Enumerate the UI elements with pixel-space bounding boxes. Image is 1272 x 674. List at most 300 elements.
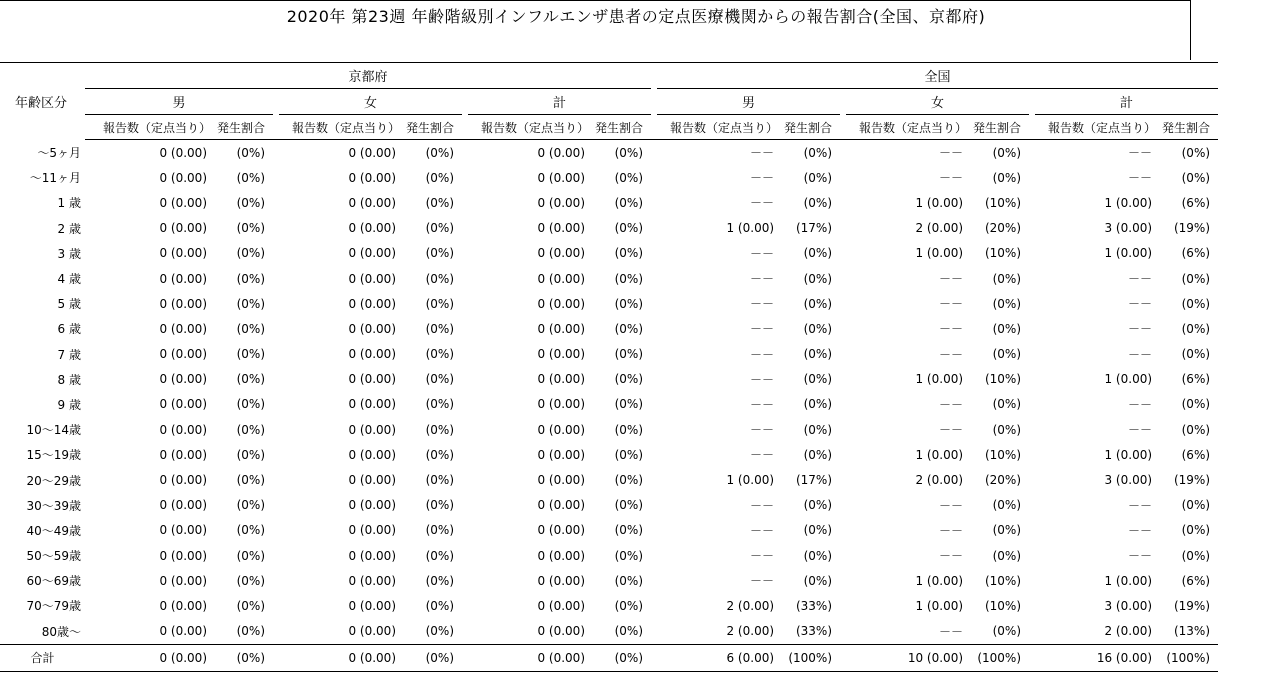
report-count-cell: 0 (0.00) [537,422,585,437]
report-count-cell: －－ [939,322,964,337]
incidence-ratio-cell: (0%) [614,523,644,538]
incidence-ratio-cell: (0%) [236,523,265,538]
report-count-header: 報告数（定点当り） [657,115,782,140]
incidence-ratio-cell: (0%) [614,498,644,513]
incidence-ratio-cell: (0%) [803,347,833,362]
age-label: 6 歳 [57,322,81,337]
incidence-ratio-cell: (0%) [236,271,265,286]
incidence-ratio-cell: (0%) [803,195,833,210]
incidence-ratio-cell: (0%) [593,644,651,671]
report-count-cell: 0 (0.00) [348,372,396,387]
kyoto-male-header: 男 [85,89,273,115]
report-count-cell: 0 (0.00) [348,347,396,362]
incidence-ratio-cell: (0%) [425,598,454,613]
incidence-ratio-cell: (0%) [425,221,454,236]
report-count-cell: 0 (0.00) [85,644,215,671]
incidence-ratio-cell: (6%) [1181,246,1211,261]
report-count-cell: －－ [939,397,964,412]
incidence-ratio-cell: (0%) [614,246,644,261]
report-count-cell: 3 (0.00) [1104,598,1153,613]
table-row [0,493,1218,518]
incidence-ratio-header: 発生割合 [782,115,840,140]
incidence-ratio-cell: (0%) [803,548,833,563]
age-label: 1 歳 [57,196,81,211]
age-label: 70～79歳 [26,599,81,614]
incidence-ratio-cell: (0%) [425,170,454,185]
incidence-ratio-cell: (0%) [614,573,644,588]
report-count-cell: 0 (0.00) [348,598,396,613]
incidence-ratio-cell: (0%) [1181,548,1211,563]
incidence-ratio-cell: (0%) [614,624,644,639]
report-count-cell: 0 (0.00) [348,498,396,513]
report-count-cell: 16 (0.00) [1035,644,1160,671]
incidence-ratio-cell: (0%) [236,473,265,488]
incidence-ratio-cell: (0%) [236,498,265,513]
report-count-cell: －－ [1128,397,1153,412]
table-row [0,190,1218,215]
incidence-ratio-cell: (0%) [1181,145,1211,160]
report-count-cell: 0 (0.00) [537,397,585,412]
report-count-header: 報告数（定点当り） [846,115,971,140]
report-count-cell: 2 (0.00) [1104,624,1153,639]
influenza-report-table [0,62,1218,672]
table-row [0,518,1218,543]
report-count-cell: －－ [750,498,775,513]
report-count-header: 報告数（定点当り） [468,115,593,140]
table-row [0,619,1218,645]
report-count-cell: 0 (0.00) [537,473,585,488]
incidence-ratio-cell: (0%) [425,195,454,210]
report-count-cell: 0 (0.00) [537,598,585,613]
incidence-ratio-cell: (19%) [1173,598,1211,613]
incidence-ratio-cell: (0%) [992,397,1022,412]
incidence-ratio-cell: (19%) [1173,473,1211,488]
report-count-cell: 0 (0.00) [537,296,585,311]
incidence-ratio-cell: (0%) [992,347,1022,362]
incidence-ratio-cell: (0%) [425,548,454,563]
report-count-cell: 1 (0.00) [915,372,964,387]
age-column-header: 年齢区分 [0,63,85,140]
report-count-cell: －－ [1128,272,1153,287]
report-count-cell: 0 (0.00) [348,145,396,160]
table-row [0,543,1218,568]
incidence-ratio-cell: (0%) [803,573,833,588]
report-count-cell: 1 (0.00) [1104,246,1153,261]
report-count-cell: 0 (0.00) [537,145,585,160]
incidence-ratio-cell: (13%) [1173,624,1211,639]
incidence-ratio-cell: (6%) [1181,573,1211,588]
incidence-ratio-cell: (0%) [425,372,454,387]
incidence-ratio-cell: (0%) [236,170,265,185]
table-row [0,216,1218,241]
age-label: ～5ヶ月 [37,145,81,160]
incidence-ratio-cell: (0%) [614,598,644,613]
incidence-ratio-header: 発生割合 [971,115,1029,140]
report-count-cell: －－ [1128,347,1153,362]
incidence-ratio-cell: (0%) [992,321,1022,336]
report-count-cell: 0 (0.00) [159,221,207,236]
age-label: 30～39歳 [26,498,81,513]
table-row [0,266,1218,291]
national-female-header: 女 [846,89,1029,115]
report-count-cell: －－ [750,523,775,538]
report-count-cell: 1 (0.00) [1104,573,1153,588]
incidence-ratio-cell: (0%) [1181,170,1211,185]
age-label: 5 歳 [57,297,81,312]
report-count-cell: 0 (0.00) [279,644,404,671]
table-row [0,568,1218,593]
incidence-ratio-cell: (0%) [614,473,644,488]
report-count-cell: 0 (0.00) [348,624,396,639]
table-row [0,392,1218,417]
report-count-cell: 0 (0.00) [159,473,207,488]
report-count-cell: 0 (0.00) [159,397,207,412]
report-count-cell: 0 (0.00) [348,447,396,462]
incidence-ratio-cell: (0%) [236,347,265,362]
incidence-ratio-cell: (10%) [984,598,1022,613]
incidence-ratio-cell: (0%) [803,422,833,437]
incidence-ratio-cell: (0%) [425,145,454,160]
report-count-cell: －－ [939,171,964,186]
report-count-cell: －－ [939,146,964,161]
incidence-ratio-cell: (20%) [984,221,1022,236]
report-count-cell: 0 (0.00) [159,548,207,563]
incidence-ratio-header: 発生割合 [215,115,273,140]
report-count-cell: 0 (0.00) [537,447,585,462]
age-label: 3 歳 [57,246,81,261]
report-count-cell: 0 (0.00) [348,473,396,488]
report-count-cell: －－ [939,297,964,312]
incidence-ratio-cell: (0%) [1181,397,1211,412]
report-count-cell: －－ [1128,523,1153,538]
report-count-cell: －－ [750,297,775,312]
incidence-ratio-cell: (100%) [971,644,1029,671]
report-count-cell: 0 (0.00) [348,397,396,412]
report-count-cell: 0 (0.00) [159,523,207,538]
incidence-ratio-cell: (0%) [236,598,265,613]
incidence-ratio-cell: (0%) [992,145,1022,160]
report-count-cell: 0 (0.00) [159,321,207,336]
incidence-ratio-cell: (0%) [992,296,1022,311]
report-count-cell: 3 (0.00) [1104,221,1153,236]
report-count-cell: 0 (0.00) [348,195,396,210]
age-label: 8 歳 [57,372,81,387]
report-count-cell: －－ [939,272,964,287]
report-count-cell: 1 (0.00) [915,246,964,261]
incidence-ratio-cell: (0%) [236,145,265,160]
incidence-ratio-cell: (0%) [236,397,265,412]
age-label: 20～29歳 [26,473,81,488]
report-count-cell: 0 (0.00) [537,271,585,286]
incidence-ratio-cell: (0%) [236,321,265,336]
incidence-ratio-cell: (0%) [425,473,454,488]
report-count-cell: 1 (0.00) [1104,195,1153,210]
incidence-ratio-cell: (17%) [795,473,833,488]
report-count-cell: －－ [750,246,775,261]
report-count-cell: 1 (0.00) [726,473,775,488]
incidence-ratio-cell: (0%) [236,548,265,563]
incidence-ratio-cell: (0%) [236,573,265,588]
report-count-cell: 1 (0.00) [1104,372,1153,387]
report-count-cell: 0 (0.00) [537,246,585,261]
report-count-header: 報告数（定点当り） [1035,115,1160,140]
report-count-cell: －－ [939,523,964,538]
incidence-ratio-cell: (0%) [1181,271,1211,286]
incidence-ratio-cell: (0%) [992,624,1022,639]
national-total-header: 計 [1035,89,1218,115]
incidence-ratio-cell: (0%) [1181,321,1211,336]
incidence-ratio-header: 発生割合 [593,115,651,140]
incidence-ratio-cell: (100%) [1160,644,1218,671]
report-count-cell: 1 (0.00) [915,195,964,210]
incidence-ratio-cell: (10%) [984,573,1022,588]
incidence-ratio-cell: (0%) [614,321,644,336]
report-count-cell: －－ [939,549,964,564]
incidence-ratio-cell: (0%) [614,296,644,311]
incidence-ratio-cell: (10%) [984,195,1022,210]
report-count-cell: －－ [939,347,964,362]
incidence-ratio-cell: (10%) [984,447,1022,462]
incidence-ratio-cell: (0%) [614,170,644,185]
incidence-ratio-cell: (0%) [992,548,1022,563]
report-count-cell: 0 (0.00) [348,271,396,286]
report-count-cell: 1 (0.00) [915,447,964,462]
age-label: ～11ヶ月 [29,171,81,186]
incidence-ratio-cell: (0%) [992,523,1022,538]
incidence-ratio-cell: (0%) [992,498,1022,513]
incidence-ratio-cell: (0%) [425,573,454,588]
age-label: 9 歳 [57,397,81,412]
report-count-cell: 0 (0.00) [348,523,396,538]
table-row [0,291,1218,316]
sex-header-row [0,89,1218,115]
incidence-ratio-cell: (0%) [425,271,454,286]
report-count-cell: 2 (0.00) [915,221,964,236]
report-count-cell: －－ [750,196,775,211]
report-count-cell: 0 (0.00) [537,498,585,513]
report-count-cell: 0 (0.00) [159,145,207,160]
report-count-cell: －－ [750,448,775,463]
kyoto-total-header: 計 [468,89,651,115]
report-count-cell: 0 (0.00) [348,246,396,261]
report-count-cell: －－ [1128,146,1153,161]
incidence-ratio-header: 発生割合 [404,115,462,140]
report-count-cell: －－ [750,322,775,337]
incidence-ratio-cell: (0%) [992,271,1022,286]
incidence-ratio-cell: (0%) [425,347,454,362]
report-count-cell: 0 (0.00) [348,221,396,236]
incidence-ratio-cell: (6%) [1181,372,1211,387]
report-count-cell: 0 (0.00) [159,195,207,210]
report-count-cell: 0 (0.00) [159,447,207,462]
report-count-cell: 0 (0.00) [159,573,207,588]
incidence-ratio-cell: (0%) [614,422,644,437]
region-national-header: 全国 [657,63,1218,89]
kyoto-female-header: 女 [279,89,462,115]
incidence-ratio-cell: (0%) [425,422,454,437]
region-header-row [0,63,1218,89]
report-count-cell: －－ [750,171,775,186]
incidence-ratio-cell: (0%) [614,397,644,412]
report-count-cell: 1 (0.00) [1104,447,1153,462]
total-label: 合計 [0,644,85,671]
region-kyoto-header: 京都府 [85,63,651,89]
incidence-ratio-cell: (0%) [614,271,644,286]
incidence-ratio-cell: (0%) [614,447,644,462]
incidence-ratio-cell: (0%) [1181,523,1211,538]
table-row [0,241,1218,266]
incidence-ratio-cell: (0%) [236,372,265,387]
report-count-cell: 0 (0.00) [348,170,396,185]
incidence-ratio-cell: (0%) [803,321,833,336]
incidence-ratio-cell: (0%) [614,221,644,236]
incidence-ratio-cell: (0%) [1181,296,1211,311]
table-row [0,442,1218,467]
incidence-ratio-cell: (0%) [803,523,833,538]
total-row [0,644,1218,671]
report-count-cell: 10 (0.00) [846,644,971,671]
national-male-header: 男 [657,89,840,115]
report-count-cell: 2 (0.00) [915,473,964,488]
report-count-cell: －－ [1128,549,1153,564]
age-label: 7 歳 [57,347,81,362]
report-count-cell: 0 (0.00) [159,498,207,513]
report-count-cell: 0 (0.00) [348,296,396,311]
incidence-ratio-cell: (0%) [614,195,644,210]
incidence-ratio-cell: (19%) [1173,221,1211,236]
incidence-ratio-cell: (0%) [803,296,833,311]
report-count-cell: －－ [939,624,964,639]
report-count-cell: 0 (0.00) [537,170,585,185]
report-count-cell: 0 (0.00) [537,321,585,336]
report-count-cell: －－ [750,397,775,412]
report-count-cell: 0 (0.00) [159,598,207,613]
table-row [0,593,1218,618]
incidence-ratio-cell: (6%) [1181,195,1211,210]
report-count-cell: 2 (0.00) [726,624,775,639]
report-count-cell: 0 (0.00) [468,644,593,671]
report-count-cell: 0 (0.00) [159,246,207,261]
incidence-ratio-cell: (0%) [803,145,833,160]
incidence-ratio-cell: (0%) [425,523,454,538]
report-count-cell: 0 (0.00) [537,195,585,210]
report-count-cell: －－ [939,498,964,513]
incidence-ratio-cell: (0%) [614,145,644,160]
incidence-ratio-cell: (33%) [795,598,833,613]
report-count-cell: －－ [750,272,775,287]
incidence-ratio-cell: (0%) [236,447,265,462]
report-count-cell: －－ [939,423,964,438]
report-count-cell: －－ [1128,171,1153,186]
table-row [0,367,1218,392]
page-title: 2020年 第23週 年齢階級別インフルエンザ患者の定点医療機関からの報告割合(全国、京都府) [286,7,986,26]
incidence-ratio-cell: (10%) [984,246,1022,261]
report-count-cell: 0 (0.00) [159,624,207,639]
report-count-cell: －－ [1128,322,1153,337]
report-count-cell: 0 (0.00) [159,170,207,185]
incidence-ratio-cell: (0%) [803,498,833,513]
report-count-cell: 0 (0.00) [159,422,207,437]
incidence-ratio-cell: (10%) [984,372,1022,387]
incidence-ratio-cell: (0%) [803,170,833,185]
report-count-cell: 0 (0.00) [159,372,207,387]
report-count-cell: 0 (0.00) [159,296,207,311]
incidence-ratio-cell: (0%) [236,624,265,639]
age-label: 15～19歳 [26,448,81,463]
table-row [0,417,1218,442]
report-count-cell: 0 (0.00) [159,271,207,286]
incidence-ratio-cell: (0%) [1181,347,1211,362]
report-count-cell: 0 (0.00) [348,548,396,563]
incidence-ratio-cell: (0%) [425,246,454,261]
table-body [0,140,1218,672]
report-count-cell: 0 (0.00) [348,422,396,437]
incidence-ratio-cell: (0%) [803,271,833,286]
incidence-ratio-header: 発生割合 [1160,115,1218,140]
report-count-cell: 2 (0.00) [726,598,775,613]
age-label: 60～69歳 [26,574,81,589]
incidence-ratio-cell: (17%) [795,221,833,236]
incidence-ratio-cell: (0%) [236,221,265,236]
report-count-cell: －－ [1128,297,1153,312]
report-count-cell: －－ [1128,423,1153,438]
age-label: 4 歳 [57,272,81,287]
report-count-cell: －－ [750,423,775,438]
report-count-cell: 0 (0.00) [537,573,585,588]
report-count-cell: 0 (0.00) [159,347,207,362]
age-label: 2 歳 [57,221,81,236]
report-count-cell: 0 (0.00) [537,624,585,639]
report-count-cell: －－ [750,347,775,362]
incidence-ratio-cell: (0%) [425,624,454,639]
incidence-ratio-cell: (0%) [992,170,1022,185]
incidence-ratio-cell: (20%) [984,473,1022,488]
age-label: 80歳～ [41,624,81,639]
incidence-ratio-cell: (0%) [236,195,265,210]
incidence-ratio-cell: (0%) [803,447,833,462]
incidence-ratio-cell: (0%) [425,498,454,513]
report-count-cell: 0 (0.00) [537,347,585,362]
report-count-cell: －－ [750,574,775,589]
incidence-ratio-cell: (0%) [236,296,265,311]
incidence-ratio-cell: (0%) [1181,498,1211,513]
report-count-cell: 1 (0.00) [915,573,964,588]
age-label: 10～14歳 [26,423,81,438]
report-count-cell: －－ [750,146,775,161]
incidence-ratio-cell: (0%) [236,246,265,261]
report-count-header: 報告数（定点当り） [279,115,404,140]
incidence-ratio-cell: (33%) [795,624,833,639]
report-count-cell: 0 (0.00) [537,372,585,387]
page-border-top [0,0,1191,1]
table-row [0,316,1218,341]
incidence-ratio-cell: (0%) [215,644,273,671]
incidence-ratio-cell: (0%) [425,397,454,412]
report-count-cell: 0 (0.00) [537,523,585,538]
report-count-cell: －－ [1128,498,1153,513]
report-count-header: 報告数（定点当り） [85,115,215,140]
report-count-cell: 0 (0.00) [348,573,396,588]
incidence-ratio-cell: (0%) [803,246,833,261]
table-row [0,342,1218,367]
report-count-cell: 3 (0.00) [1104,473,1153,488]
report-count-cell: 0 (0.00) [537,548,585,563]
incidence-ratio-cell: (0%) [425,321,454,336]
report-count-cell: 1 (0.00) [915,598,964,613]
incidence-ratio-cell: (0%) [236,422,265,437]
age-label: 40～49歳 [26,523,81,538]
report-count-cell: 0 (0.00) [348,321,396,336]
